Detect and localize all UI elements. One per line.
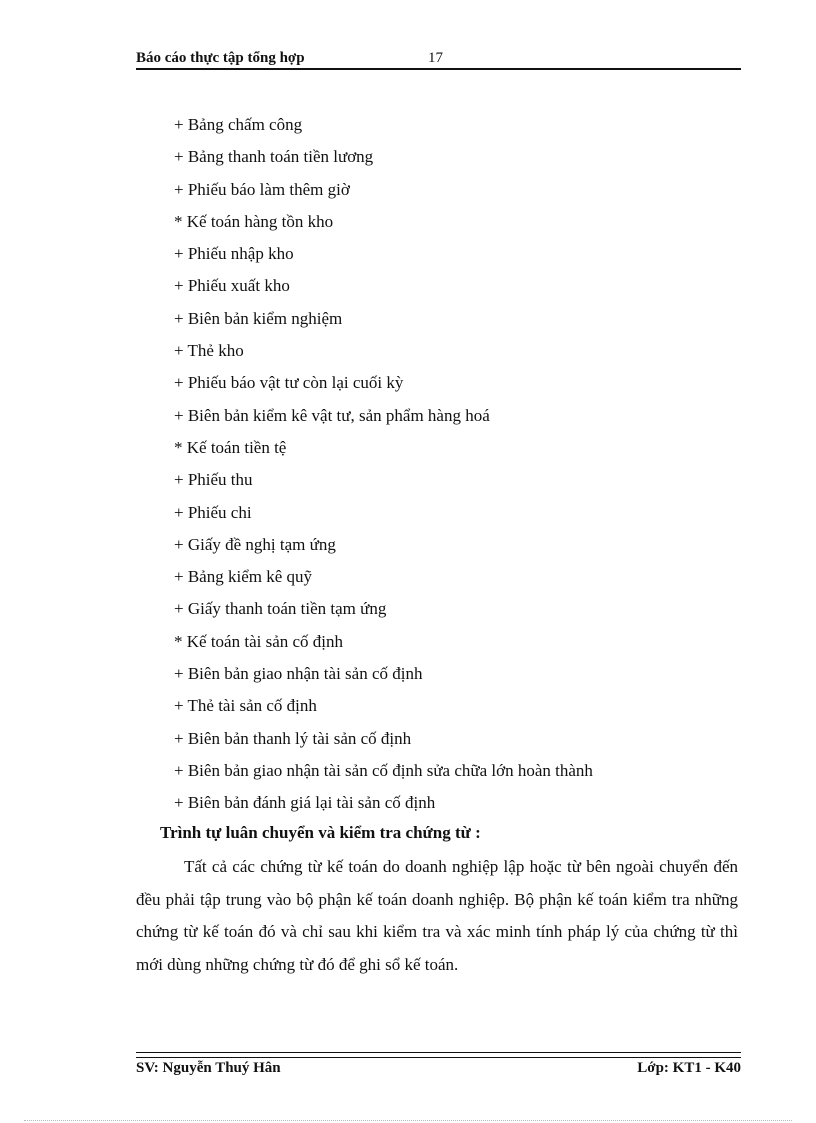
page-number: 17 bbox=[428, 50, 443, 66]
list-item: + Giấy thanh toán tiền tạm ứng bbox=[174, 599, 387, 619]
class-code: Lớp: KT1 - K40 bbox=[637, 1060, 741, 1076]
body-paragraph: Tất cả các chứng từ kế toán do doanh nghiệp lập hoặc từ bên ngoài chuyển đến đều phải tập trung vào bộ phận kế toán doanh nghiệp. Bộ phận kế toán kiểm tra những chứng từ kế toán đó và chỉ sau khi kiểm tra và xác minh tính pháp lý của chứng từ thì mới dùng những chứng từ đó để ghi sổ kế toán. bbox=[136, 857, 738, 974]
list-item: + Thẻ tài sản cố định bbox=[174, 696, 317, 716]
list-item: + Bảng kiểm kê quỹ bbox=[174, 567, 313, 587]
list-item: + Phiếu báo làm thêm giờ bbox=[174, 179, 350, 199]
list-item: + Phiếu thu bbox=[174, 470, 253, 490]
list-item: + Thẻ kho bbox=[174, 341, 244, 361]
header-divider bbox=[136, 68, 741, 70]
list-item: + Biên bản đánh giá lại tài sản cố định bbox=[174, 793, 436, 813]
page-footer bbox=[136, 1058, 741, 1080]
section-heading: Trình tự luân chuyển và kiểm tra chứng từ : bbox=[160, 823, 481, 842]
list-item: + Phiếu nhập kho bbox=[174, 244, 294, 264]
list-item: + Bảng chấm công bbox=[174, 115, 303, 134]
list-item: + Phiếu chi bbox=[174, 502, 252, 522]
list-item: + Bảng thanh toán tiền lương bbox=[174, 147, 374, 167]
list-item: + Biên bản kiểm kê vật tư, sản phẩm hàng hoá bbox=[174, 405, 490, 425]
document-list bbox=[174, 114, 593, 825]
list-item: * Kế toán hàng tồn kho bbox=[174, 211, 334, 231]
list-item: + Biên bản kiểm nghiệm bbox=[174, 308, 343, 328]
list-item: * Kế toán tài sản cố định bbox=[174, 631, 344, 651]
list-item: + Phiếu xuất kho bbox=[174, 276, 290, 296]
list-item: * Kế toán tiền tệ bbox=[174, 437, 287, 457]
page-header bbox=[136, 48, 741, 70]
list-item: + Phiếu báo vật tư còn lại cuối kỳ bbox=[174, 373, 404, 393]
page-edge bbox=[24, 1120, 792, 1121]
report-title: Báo cáo thực tập tổng hợp bbox=[136, 50, 305, 66]
list-item: + Biên bản giao nhận tài sản cố định sửa chữa lớn hoàn thành bbox=[174, 760, 593, 780]
student-name: SV: Nguyễn Thuý Hân bbox=[136, 1060, 281, 1076]
list-item: + Giấy đề nghị tạm ứng bbox=[174, 534, 336, 554]
list-item: + Biên bản thanh lý tài sản cố định bbox=[174, 728, 412, 748]
list-item: + Biên bản giao nhận tài sản cố định bbox=[174, 664, 423, 684]
